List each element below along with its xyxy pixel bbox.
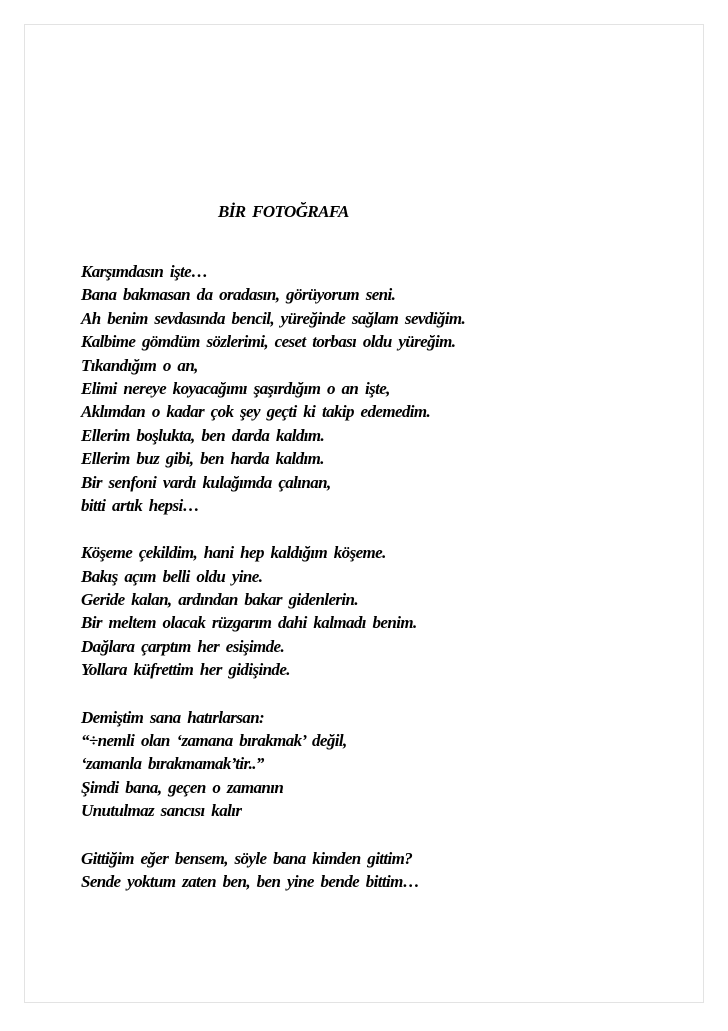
poem-line: Elimi nereye koyacağımı şaşırdığım o an işte, bbox=[81, 378, 390, 398]
poem-line: Sende yoktum zaten ben, ben yine bende bittim… bbox=[81, 871, 420, 891]
poem-line: bitti artık hepsi… bbox=[81, 495, 199, 515]
poem-line: Ellerim boşlukta, ben darda kaldım. bbox=[81, 425, 325, 445]
poem-title: BİR FOTOĞRAFA bbox=[218, 202, 349, 221]
stanza-2 bbox=[81, 541, 681, 681]
poem-line: Aklımdan o kadar çok şey geçti ki takip edemedim. bbox=[81, 402, 431, 422]
poem-line: Demiştim sana hatırlarsan: bbox=[81, 707, 265, 727]
poem-line: Şimdi bana, geçen o zamanın bbox=[81, 777, 284, 797]
stanza-4 bbox=[81, 847, 681, 894]
poem-line: Dağlara çarptım her esişimde. bbox=[81, 636, 285, 656]
poem-line: Bir senfoni vardı kulağımda çalınan, bbox=[81, 472, 331, 492]
poem-line: Bana bakmasan da oradasın, görüyorum seni. bbox=[81, 285, 396, 305]
poem-line: Tıkandığım o an, bbox=[81, 355, 198, 375]
poem-line: Yollara küfrettim her gidişinde. bbox=[81, 660, 290, 680]
poem-line: Kalbime gömdüm sözlerimi, ceset torbası oldu yüreğim. bbox=[81, 332, 456, 352]
poem-line: “÷nemli olan ‘zamana bırakmak’ değil, bbox=[81, 731, 347, 751]
stanza-1 bbox=[81, 260, 681, 517]
poem-line: ‘zamanla bırakmamak’tir..” bbox=[81, 754, 264, 774]
poem-line: Bir meltem olacak rüzgarım dahi kalmadı benim. bbox=[81, 613, 417, 633]
poem-line: Geride kalan, ardından bakar gidenlerin. bbox=[81, 590, 359, 610]
poem bbox=[81, 200, 681, 917]
poem-line: Ah benim sevdasında bencil, yüreğinde sağlam sevdiğim. bbox=[81, 308, 466, 328]
poem-line: Ellerim buz gibi, ben harda kaldım. bbox=[81, 449, 324, 469]
poem-line: Karşımdasın işte… bbox=[81, 262, 208, 281]
poem-line: Köşeme çekildim, hani hep kaldığım köşeme. bbox=[81, 543, 386, 563]
stanza-3 bbox=[81, 706, 681, 823]
poem-line: Bakış açım belli oldu yine. bbox=[81, 566, 263, 586]
poem-line: Unutulmaz sancısı kalır bbox=[81, 801, 242, 821]
poem-line: Gittiğim eğer bensem, söyle bana kimden gittim? bbox=[81, 848, 413, 868]
